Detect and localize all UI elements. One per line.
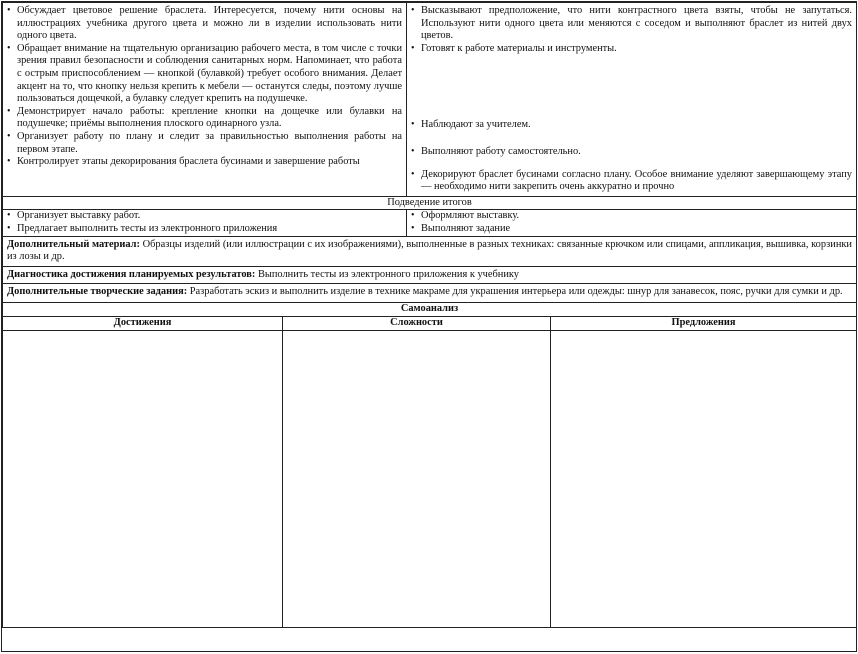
difficulties-area — [283, 330, 551, 627]
summary-teacher-cell — [3, 210, 407, 236]
extra-material-text: Образцы изделий (или иллюстрации с их изображениями), выполненные в разных техниках: связанные крючком или спицами, аппликация, вышивка, корзинки из лозы и др. — [7, 238, 852, 263]
summary-teacher-list — [7, 210, 402, 235]
summary-teacher-item: • Организует выставку работ. — [7, 210, 402, 223]
extra-material-cell — [3, 236, 857, 266]
suggestions-area — [551, 330, 857, 627]
teacher-activity-item: • Организует работу по плану и следит за правильностью выполнения работы на первом этапе. — [7, 131, 402, 156]
summary-heading: Подведение итогов — [3, 196, 857, 210]
creative-label: Дополнительные творческие задания: — [7, 286, 188, 298]
creative-row — [3, 284, 857, 303]
teacher-activities-list — [7, 5, 402, 169]
self-analysis-heading-row — [3, 302, 857, 316]
teacher-activities-cell — [3, 3, 407, 197]
self-analysis-heading: Самоанализ — [3, 302, 857, 316]
summary-students-list — [411, 210, 852, 235]
summary-row — [3, 210, 857, 236]
summary-heading-row — [3, 196, 857, 210]
teacher-activity-item: • Обращает внимание на тщательную организацию рабочего места, в том числе с точки зрения правил безопасности и соблюдения санитарных норм. Напоминает, что работа с острым приспособлением — кнопкой (булавкой) требует особого внимания. Делает акцент на то, что кнопку нельзя крепить к мебели — останутся следы, поэтому лучше пользоваться дощечкой, а булавку следует крепить на подушечке. — [7, 43, 402, 106]
creative-cell — [3, 284, 857, 303]
achievements-area — [3, 330, 283, 627]
summary-teacher-item: • Предлагает выполнить тесты из электронного приложения — [7, 223, 402, 236]
column-achievements: Достижения — [3, 316, 283, 330]
self-analysis-columns-row — [3, 316, 857, 330]
student-activity-item: • Декорируют браслет бусинами согласно плану. Особое внимание уделяют завершающему этапу — необходимо нити закрепить очень аккуратно и прочно — [411, 169, 852, 194]
summary-students-cell — [407, 210, 857, 236]
student-activity-item: • Высказывают предположение, что нити контрастного цвета взяты, чтобы не запутаться. Используют нити одного цвета или меняются с соседом и выполняют браслет из нитей двух цветов. — [411, 5, 852, 43]
column-suggestions: Предложения — [551, 316, 857, 330]
student-activities-cell — [407, 3, 857, 197]
column-difficulties: Сложности — [283, 316, 551, 330]
diagnostics-label: Диагностика достижения планируемых результатов: — [7, 268, 256, 280]
diagnostics-cell — [3, 266, 857, 284]
activity-row — [3, 3, 857, 197]
diagnostics-row — [3, 266, 857, 284]
self-analysis-table — [2, 302, 857, 628]
student-activity-item: • Готовят к работе материалы и инструменты. — [411, 43, 852, 56]
teacher-activity-item: • Контролирует этапы декорирования браслета бусинами и завершение работы — [7, 156, 402, 169]
lesson-plan-page — [1, 1, 857, 652]
extra-material-row — [3, 236, 857, 266]
student-activities-list — [411, 5, 852, 194]
diagnostics-text: Выполнить тесты из электронного приложения к учебнику — [255, 268, 520, 280]
student-activity-item: • Выполняют работу самостоятельно. — [411, 146, 852, 159]
self-analysis-body-row — [3, 330, 857, 627]
creative-text: Разработать эскиз и выполнить изделие в технике макраме для украшения интерьера или одежды: шнур для занавесок, пояс, ручки для сумки и др. — [187, 286, 843, 298]
lesson-table — [2, 2, 857, 303]
extra-material-label: Дополнительный материал: — [7, 238, 140, 250]
teacher-activity-item: • Демонстрирует начало работы: крепление кнопки на дощечке или булавки на подушечке; приёмы выполнения плоского одинарного узла. — [7, 106, 402, 131]
summary-student-item: • Оформляют выставку. — [411, 210, 852, 223]
teacher-activity-item: • Обсуждает цветовое решение браслета. Интересуется, почему нити основы на иллюстрациях учебника другого цвета и можно ли в изделии использовать нити одного цвета. — [7, 5, 402, 43]
student-activity-item: • Наблюдают за учителем. — [411, 119, 852, 132]
summary-student-item: • Выполняют задание — [411, 223, 852, 236]
